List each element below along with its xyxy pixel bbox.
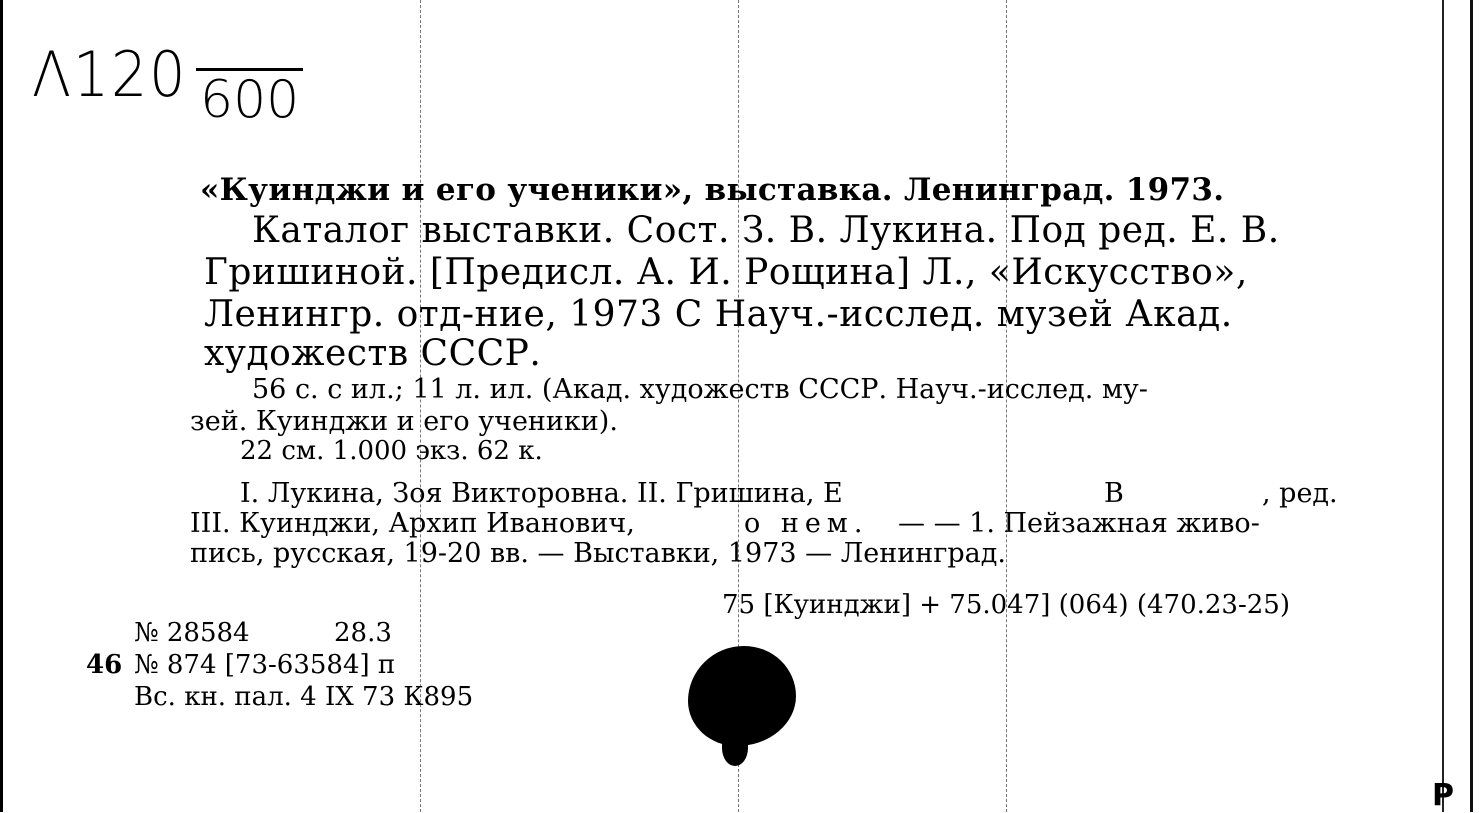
fold-line	[1006, 0, 1007, 812]
title-line: Ленингр. отд-ние, 1973 С Науч.-исслед. музей Акад.	[204, 294, 1233, 335]
tracing-line-fragment: В	[1104, 478, 1124, 509]
shelfmark-copies: 600	[196, 68, 303, 129]
card-left-edge	[0, 0, 3, 812]
card-right-edge	[1442, 0, 1444, 812]
corner-mark: Р	[1432, 778, 1454, 813]
shelfmark-code: Λ120	[32, 38, 188, 111]
tracing-line: I. Лукина, Зоя Викторовна. II. Гришина, Е	[240, 478, 843, 509]
tracing-line: III. Куинджи, Архип Иванович,	[190, 508, 635, 539]
physical-description-line: 56 с. с ил.; 11 л. ил. (Акад. художеств СССР. Науч.-исслед. му-	[252, 374, 1148, 405]
classification-index: 75 [Куинджи] + 75.047] (064) (470.23-25)	[722, 590, 1290, 620]
title-line: Гришиной. [Предисл. А. И. Рощина] Л., «Искусство»,	[204, 252, 1248, 293]
page-number: 46	[86, 650, 123, 680]
physical-description-line: зей. Куинджи и его ученики).	[190, 406, 618, 437]
tracing-line-fragment: , ред.	[1262, 478, 1338, 509]
physical-description-line: 22 см. 1.000 экз. 62 к.	[240, 436, 543, 466]
ink-blot	[722, 730, 748, 766]
tracing-line: пись, русская, 19-20 вв. — Выставки, 1973 — Ленинград.	[190, 538, 1006, 569]
tracing-line-fragment: о нем.	[744, 508, 869, 539]
registry-line: Вс. кн. пал. 4 IX 73 К895	[134, 682, 474, 712]
title-line: Каталог выставки. Сост. З. В. Лукина. Под ред. Е. В.	[252, 210, 1280, 251]
card-right-edge	[1470, 0, 1473, 812]
registry-number: № 28584	[134, 618, 250, 648]
tracing-line-fragment: — — 1. Пейзажная живо-	[898, 508, 1260, 539]
title-line: художеств СССР.	[204, 333, 542, 374]
registry-code: 28.3	[334, 618, 392, 648]
entry-heading: «Куинджи и его ученики», выставка. Ленинград. 1973.	[200, 172, 1225, 208]
registry-line: № 874 [73-63584] п	[134, 650, 396, 680]
